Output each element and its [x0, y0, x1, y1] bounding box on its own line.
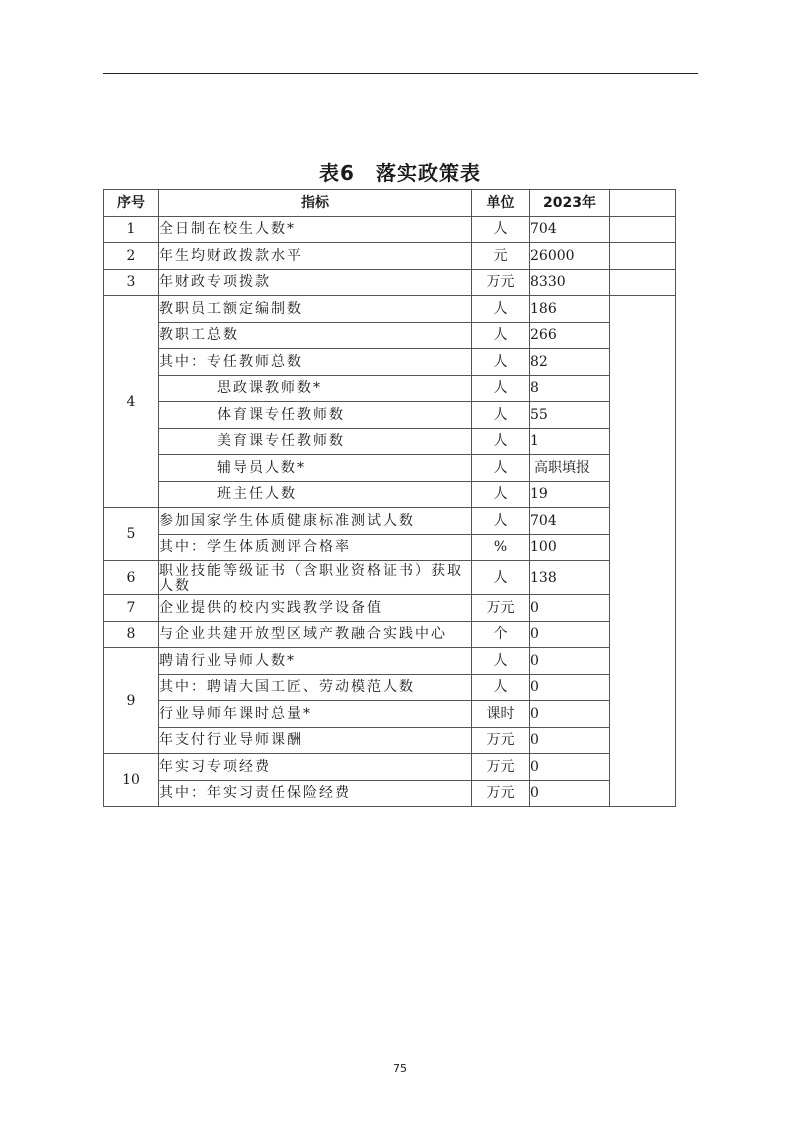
table-row	[104, 674, 676, 701]
table-row	[104, 648, 676, 675]
seq-cell: 7	[104, 595, 159, 622]
indicator-cell: 其中：学生体质测评合格率	[159, 534, 472, 561]
col-header-unit: 单位	[472, 190, 530, 217]
policy-table	[103, 189, 676, 807]
header-rule	[103, 73, 698, 74]
value-cell: 0	[530, 674, 610, 701]
value-cell: 82	[530, 349, 610, 376]
unit-cell: 个	[472, 621, 530, 648]
table-row	[104, 322, 676, 349]
unit-cell: 人	[472, 455, 530, 482]
unit-cell: 人	[472, 349, 530, 376]
header-row	[104, 190, 676, 217]
unit-cell: 万元	[472, 780, 530, 807]
extra-cell	[610, 296, 676, 807]
indicator-cell: 全日制在校生人数*	[159, 216, 472, 243]
indicator-cell: 行业导师年课时总量*	[159, 701, 472, 728]
seq-cell: 5	[104, 508, 159, 561]
seq-cell: 9	[104, 648, 159, 754]
value-cell: 138	[530, 561, 610, 595]
indicator-cell: 其中：聘请大国工匠、劳动模范人数	[159, 674, 472, 701]
value-cell: 8	[530, 375, 610, 402]
value-cell: 26000	[530, 243, 610, 270]
unit-cell: 人	[472, 375, 530, 402]
seq-cell: 10	[104, 754, 159, 807]
unit-cell: 人	[472, 216, 530, 243]
col-header-indicator: 指标	[159, 190, 472, 217]
indicator-cell: 其中：专任教师总数	[159, 349, 472, 376]
table-row	[104, 621, 676, 648]
unit-cell: 人	[472, 561, 530, 595]
indicator-cell: 其中：年实习责任保险经费	[159, 780, 472, 807]
indicator-cell: 与企业共建开放型区域产教融合实践中心	[159, 621, 472, 648]
indicator-cell: 美育课专任教师数	[159, 428, 472, 455]
seq-cell: 8	[104, 621, 159, 648]
table-row	[104, 508, 676, 535]
value-cell: 266	[530, 322, 610, 349]
seq-cell: 1	[104, 216, 159, 243]
value-cell: 8330	[530, 269, 610, 296]
value-cell: 0	[530, 595, 610, 622]
table-row	[104, 216, 676, 243]
table-row	[104, 243, 676, 270]
indicator-cell: 职业技能等级证书（含职业资格证书）获取人数	[159, 561, 472, 595]
indicator-cell: 教职员工额定编制数	[159, 296, 472, 323]
indicator-cell: 教职工总数	[159, 322, 472, 349]
table-row	[104, 269, 676, 296]
table-row	[104, 455, 676, 482]
table-row	[104, 428, 676, 455]
seq-cell: 3	[104, 269, 159, 296]
unit-cell: 元	[472, 243, 530, 270]
value-cell: 186	[530, 296, 610, 323]
page-number: 75	[393, 1062, 407, 1075]
unit-cell: 人	[472, 481, 530, 508]
col-header-seq: 序号	[104, 190, 159, 217]
seq-cell: 2	[104, 243, 159, 270]
indicator-cell: 班主任人数	[159, 481, 472, 508]
col-header-extra	[610, 190, 676, 217]
value-cell: 704	[530, 216, 610, 243]
value-cell: 1	[530, 428, 610, 455]
indicator-cell: 年财政专项拨款	[159, 269, 472, 296]
unit-cell: 人	[472, 402, 530, 429]
value-cell: 100	[530, 534, 610, 561]
indicator-cell: 年实习专项经费	[159, 754, 472, 781]
unit-cell: 人	[472, 322, 530, 349]
table-row	[104, 701, 676, 728]
table-row	[104, 727, 676, 754]
unit-cell: 万元	[472, 727, 530, 754]
value-cell: 高职填报	[530, 455, 610, 482]
value-cell: 0	[530, 727, 610, 754]
table-row	[104, 595, 676, 622]
value-cell: 0	[530, 701, 610, 728]
indicator-cell: 聘请行业导师人数*	[159, 648, 472, 675]
seq-cell: 6	[104, 561, 159, 595]
table-row	[104, 349, 676, 376]
value-cell: 704	[530, 508, 610, 535]
unit-cell: 人	[472, 674, 530, 701]
value-cell: 55	[530, 402, 610, 429]
indicator-cell: 辅导员人数*	[159, 455, 472, 482]
extra-cell	[610, 269, 676, 296]
table-title: 表6 落实政策表	[319, 161, 481, 185]
table-row	[104, 780, 676, 807]
table-row	[104, 754, 676, 781]
table-row	[104, 534, 676, 561]
extra-cell	[610, 216, 676, 243]
unit-cell: 人	[472, 508, 530, 535]
unit-cell: 课时	[472, 701, 530, 728]
indicator-cell: 年支付行业导师课酬	[159, 727, 472, 754]
value-cell: 0	[530, 621, 610, 648]
value-cell: 0	[530, 648, 610, 675]
table-row	[104, 481, 676, 508]
value-cell: 19	[530, 481, 610, 508]
table-row	[104, 561, 676, 595]
extra-cell	[610, 243, 676, 270]
indicator-cell: 参加国家学生体质健康标准测试人数	[159, 508, 472, 535]
unit-cell: 人	[472, 296, 530, 323]
seq-cell: 4	[104, 296, 159, 508]
indicator-cell: 企业提供的校内实践教学设备值	[159, 595, 472, 622]
indicator-cell: 思政课教师数*	[159, 375, 472, 402]
unit-cell: %	[472, 534, 530, 561]
table-row	[104, 375, 676, 402]
unit-cell: 万元	[472, 754, 530, 781]
unit-cell: 万元	[472, 595, 530, 622]
table-row	[104, 296, 676, 323]
unit-cell: 人	[472, 648, 530, 675]
unit-cell: 万元	[472, 269, 530, 296]
indicator-cell: 体育课专任教师数	[159, 402, 472, 429]
unit-cell: 人	[472, 428, 530, 455]
col-header-year: 2023年	[530, 190, 610, 217]
value-cell: 0	[530, 780, 610, 807]
value-cell: 0	[530, 754, 610, 781]
indicator-cell: 年生均财政拨款水平	[159, 243, 472, 270]
table-row	[104, 402, 676, 429]
